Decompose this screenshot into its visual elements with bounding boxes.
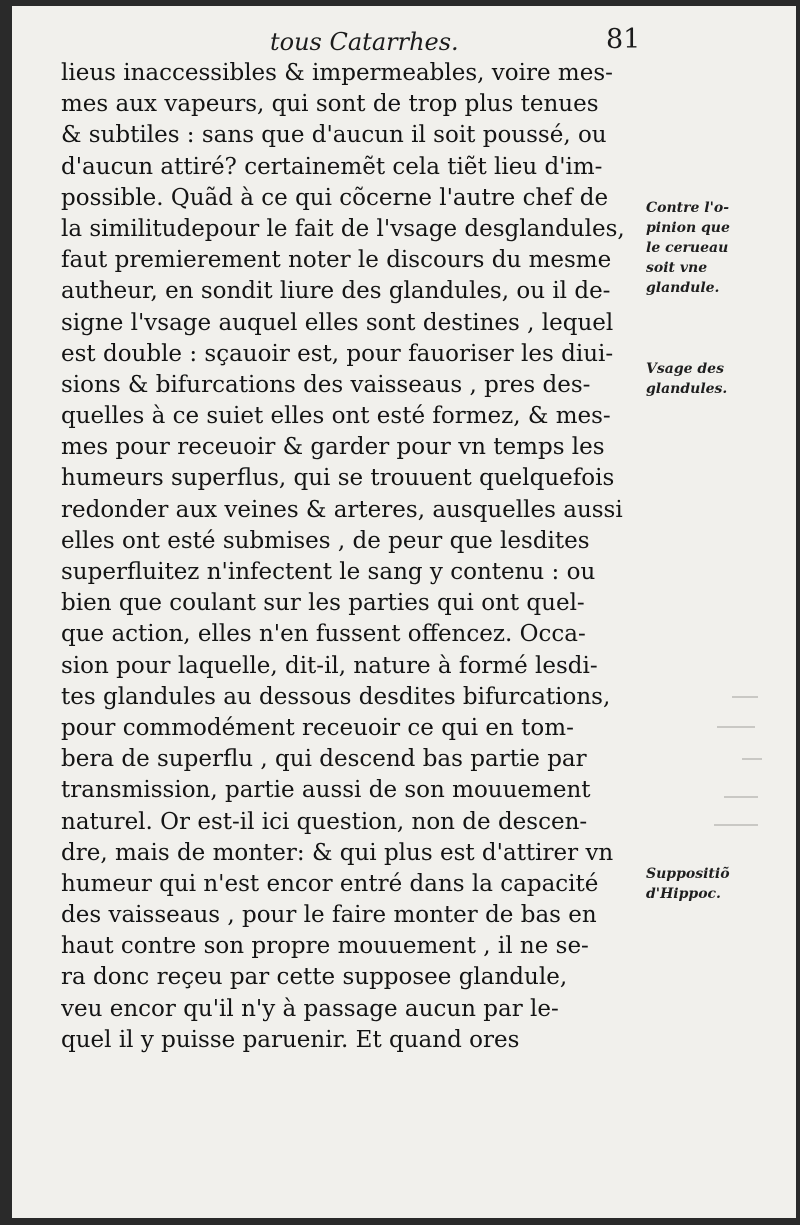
page-number: 81 bbox=[606, 24, 641, 55]
text-line: signe l'vsage auquel elles sont destines , lequel bbox=[61, 309, 614, 336]
text-line: humeur qui n'est encor entré dans la capacité bbox=[61, 870, 599, 897]
text-line: d'aucun attiré? certainemẽt cela tiẽt lieu d'im- bbox=[61, 153, 603, 180]
text-line: haut contre son propre mouuement , il ne se- bbox=[61, 933, 589, 960]
text-line: est double : sçauoir est, pour fauoriser les diui- bbox=[61, 340, 614, 367]
margin-note-line: pinion que bbox=[646, 220, 730, 236]
text-line: humeurs superflus, qui se trouuent quelquefois bbox=[61, 465, 615, 492]
show-through-mark bbox=[742, 758, 762, 760]
text-line: que action, elles n'en fussent offencez. Occa- bbox=[61, 621, 586, 648]
margin-note-line: glandules. bbox=[646, 381, 728, 397]
margin-note-line: Contre l'o- bbox=[646, 200, 730, 216]
text-line: autheur, en sondit liure des glandules, ou il de- bbox=[61, 278, 611, 305]
margin-note-supposition bbox=[646, 864, 730, 904]
text-line: redonder aux veines & arteres, ausquelles aussi bbox=[61, 496, 623, 523]
text-line: lieus inaccessibles & impermeables, voire mes- bbox=[61, 60, 613, 86]
text-line: superfluitez n'infectent le sang y contenu : ou bbox=[61, 559, 596, 585]
text-line: faut premierement noter le discours du mesme bbox=[61, 247, 612, 274]
text-line: sions & bifurcations des vaisseaus , pres des- bbox=[61, 371, 591, 398]
text-line: tes glandules au dessous desdites bifurcations, bbox=[61, 683, 611, 710]
margin-note-line: d'Hippoc. bbox=[646, 886, 721, 902]
margin-note-line: soit vne bbox=[646, 260, 708, 276]
show-through-mark bbox=[717, 726, 755, 728]
text-line: des vaisseaus , pour le faire monter de bas en bbox=[61, 902, 597, 929]
text-line: ra donc reçeu par cette supposee glandule, bbox=[61, 964, 568, 991]
margin-note-line: glandule. bbox=[646, 280, 720, 296]
text-line: sion pour laquelle, dit-il, nature à formé lesdi- bbox=[61, 652, 598, 679]
text-line: quelles à ce suiet elles ont esté formez, & mes- bbox=[61, 403, 611, 430]
text-line: mes pour receuoir & garder pour vn temps les bbox=[61, 434, 605, 461]
margin-note-line: le cerueau bbox=[646, 240, 729, 256]
margin-note-cerueau bbox=[646, 198, 730, 298]
text-line: dre, mais de monter: & qui plus est d'attirer vn bbox=[61, 839, 614, 866]
book-page bbox=[12, 6, 796, 1218]
text-line: transmission, partie aussi de son mouuement bbox=[61, 777, 591, 804]
text-line: quel il y puisse paruenir. Et quand ores bbox=[61, 1026, 520, 1053]
margin-note-line: Vsage des bbox=[646, 361, 724, 377]
text-line: naturel. Or est-il ici question, non de descen- bbox=[61, 808, 588, 835]
text-line: veu encor qu'il n'y à passage aucun par le- bbox=[61, 995, 559, 1022]
text-line: bera de superflu , qui descend bas partie par bbox=[61, 746, 587, 773]
text-line: mes aux vapeurs, qui sont de trop plus tenues bbox=[61, 91, 599, 118]
text-line: & subtiles : sans que d'aucun il soit poussé, ou bbox=[61, 122, 607, 149]
running-title: tous Catarrhes. bbox=[270, 28, 459, 56]
show-through-mark bbox=[732, 696, 758, 698]
body-text bbox=[61, 58, 651, 1056]
margin-note-line: Suppositiõ bbox=[646, 866, 730, 882]
text-line: possible. Quãd à ce qui cõcerne l'autre chef de bbox=[61, 184, 609, 211]
text-line: elles ont esté submises , de peur que lesdites bbox=[61, 527, 590, 554]
text-line: la similitudepour le fait de l'vsage desglandules, bbox=[61, 215, 625, 242]
text-line: pour commodément receuoir ce qui en tom- bbox=[61, 714, 574, 741]
show-through-mark bbox=[724, 796, 758, 798]
text-line: bien que coulant sur les parties qui ont quel- bbox=[61, 590, 585, 617]
show-through-mark bbox=[714, 824, 758, 826]
margin-note-vsage bbox=[646, 359, 727, 399]
